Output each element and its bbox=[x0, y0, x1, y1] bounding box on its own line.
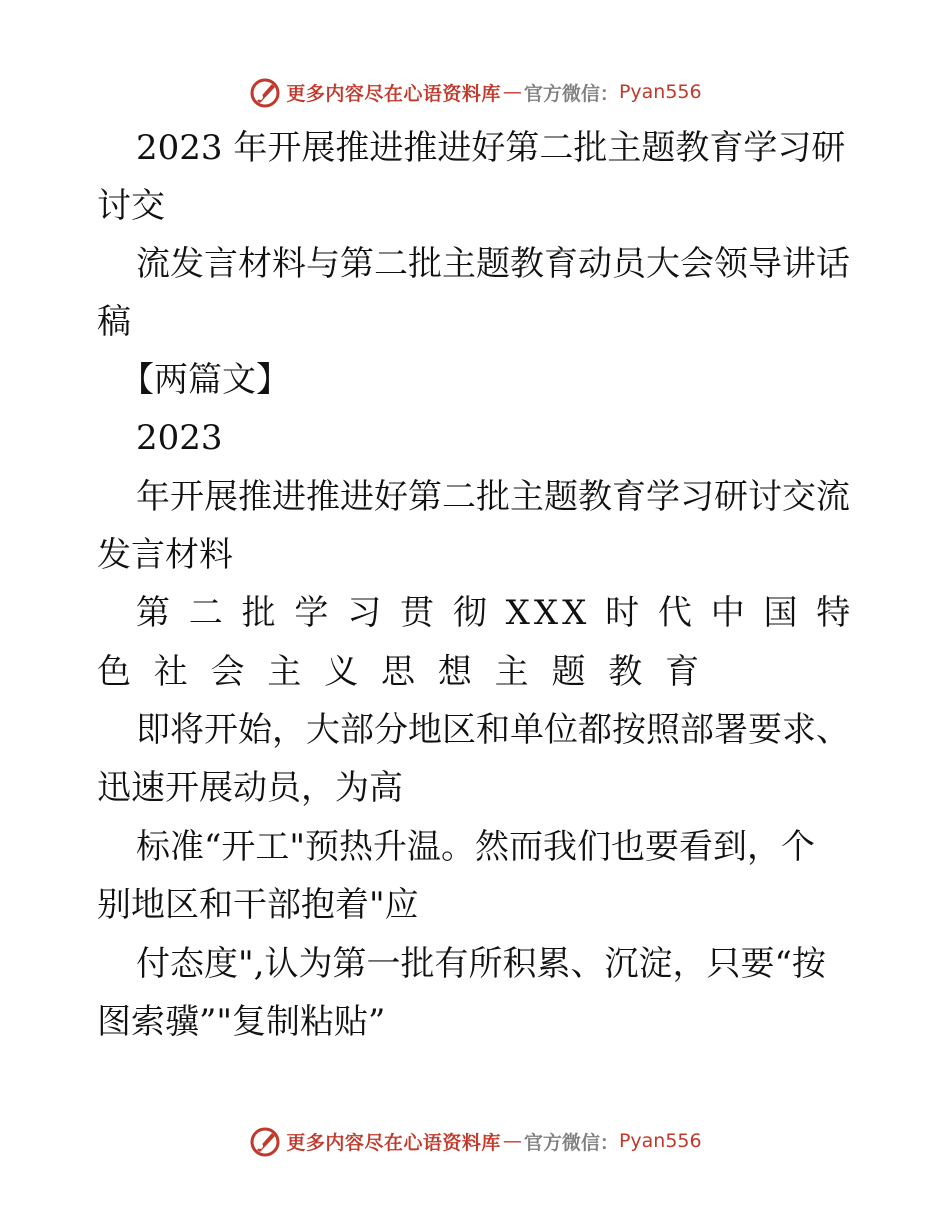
watermark-wechat-id: Pyan556 bbox=[618, 1130, 702, 1152]
paragraph-line: 2023 bbox=[136, 418, 223, 458]
paragraph-line: 即将开始，大部分地区和单位都按照部署要求、 bbox=[136, 710, 850, 750]
paragraph-line: 别地区和干部抱着"应 bbox=[97, 885, 419, 925]
header-watermark bbox=[0, 72, 950, 112]
title-line-1: 2023 年开展推进推进好第二批主题教育学习研 bbox=[136, 128, 846, 168]
title-line-2: 讨交 bbox=[97, 186, 165, 226]
subtitle-line: 【两篇文】 bbox=[120, 360, 290, 400]
brush-logo-icon bbox=[248, 75, 282, 109]
paragraph-line: 第 二 批 学 习 贯 彻 XXX 时 代 中 国 特 bbox=[136, 593, 855, 633]
title-line-3: 流发言材料与第二批主题教育动员大会领导讲话 bbox=[136, 244, 850, 284]
brush-logo-icon bbox=[248, 1124, 282, 1158]
paragraph-line: 发言材料 bbox=[97, 535, 233, 575]
watermark-text: 更多内容尽在心语资料库 bbox=[286, 82, 501, 105]
paragraph-line: 付态度",认为第一批有所积累、沉淀，只要“按 bbox=[136, 944, 826, 984]
watermark-wechat-label: 官方微信： bbox=[523, 1131, 619, 1154]
paragraph-line: 图索骥”"复制粘贴” bbox=[97, 1002, 386, 1042]
watermark-separator: — bbox=[502, 81, 522, 103]
watermark-separator: — bbox=[502, 1130, 522, 1152]
watermark-wechat-label: 官方微信： bbox=[523, 82, 619, 105]
watermark-text: 更多内容尽在心语资料库 bbox=[286, 1131, 501, 1154]
paragraph-line: 色 社 会 主 义 思 想 主 题 教 育 bbox=[97, 652, 706, 692]
footer-watermark bbox=[0, 1121, 950, 1161]
paragraph-line: 标准“开工"预热升温。然而我们也要看到，个 bbox=[136, 827, 816, 867]
paragraph-line: 年开展推进推进好第二批主题教育学习研讨交流 bbox=[136, 477, 850, 517]
watermark-wechat-id: Pyan556 bbox=[618, 81, 702, 103]
title-line-4: 稿 bbox=[97, 302, 131, 342]
paragraph-line: 迅速开展动员，为高 bbox=[97, 768, 403, 808]
